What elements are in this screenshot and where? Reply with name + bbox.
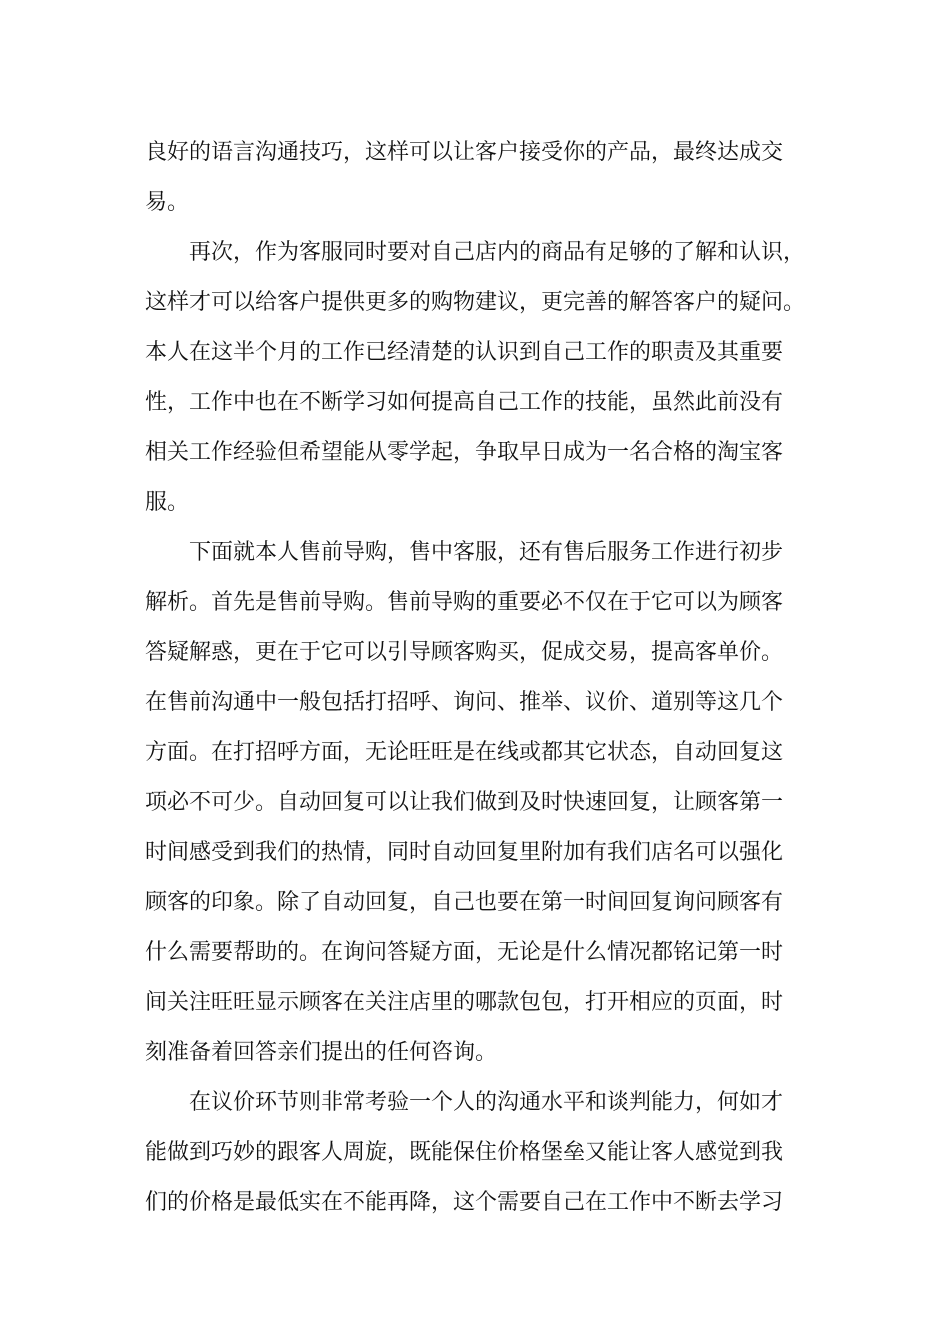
text-line: 服。	[145, 490, 190, 515]
text-line: 刻准备着回答亲们提出的任何咨询。	[145, 1040, 498, 1065]
text-line: 易。	[145, 190, 190, 215]
text-line: 这样才可以给客户提供更多的购物建议，更完善的解答客户的疑问。	[145, 290, 806, 315]
text-line: 相关工作经验但希望能从零学起，争取早日成为一名合格的淘宝客	[145, 440, 784, 465]
text-line: 项必不可少。自动回复可以让我们做到及时快速回复，让顾客第一	[145, 790, 784, 815]
text-line: 良好的语言沟通技巧，这样可以让客户接受你的产品，最终达成交	[145, 140, 784, 165]
text-line: 在售前沟通中一般包括打招呼、询问、推举、议价、道别等这几个	[145, 690, 784, 715]
text-line: 解析。首先是售前导购。售前导购的重要必不仅在于它可以为顾客	[145, 590, 784, 615]
paragraph-first-line: 再次，作为客服同时要对自己店内的商品有足够的了解和认识，	[189, 240, 806, 265]
text-line: 间关注旺旺显示顾客在关注店里的哪款包包，打开相应的页面，时	[145, 990, 784, 1015]
paragraph-first-line: 在议价环节则非常考验一个人的沟通水平和谈判能力，何如才	[189, 1090, 784, 1115]
paragraph-first-line: 下面就本人售前导购，售中客服，还有售后服务工作进行初步	[189, 540, 784, 565]
text-line: 性，工作中也在不断学习如何提高自己工作的技能，虽然此前没有	[145, 390, 784, 415]
text-line: 顾客的印象。除了自动回复，自己也要在第一时间回复询问顾客有	[145, 890, 784, 915]
text-line: 答疑解惑，更在于它可以引导顾客购买，促成交易，提高客单价。	[145, 640, 784, 665]
text-line: 方面。在打招呼方面，无论旺旺是在线或都其它状态，自动回复这	[145, 740, 784, 765]
text-line: 什么需要帮助的。在询问答疑方面，无论是什么情况都铭记第一时	[145, 940, 784, 965]
text-line: 时间感受到我们的热情，同时自动回复里附加有我们店名可以强化	[145, 840, 784, 865]
text-line: 能做到巧妙的跟客人周旋，既能保住价格堡垒又能让客人感觉到我	[145, 1140, 784, 1165]
text-line: 们的价格是最低实在不能再降，这个需要自己在工作中不断去学习	[145, 1190, 784, 1215]
text-line: 本人在这半个月的工作已经清楚的认识到自己工作的职责及其重要	[145, 340, 784, 365]
